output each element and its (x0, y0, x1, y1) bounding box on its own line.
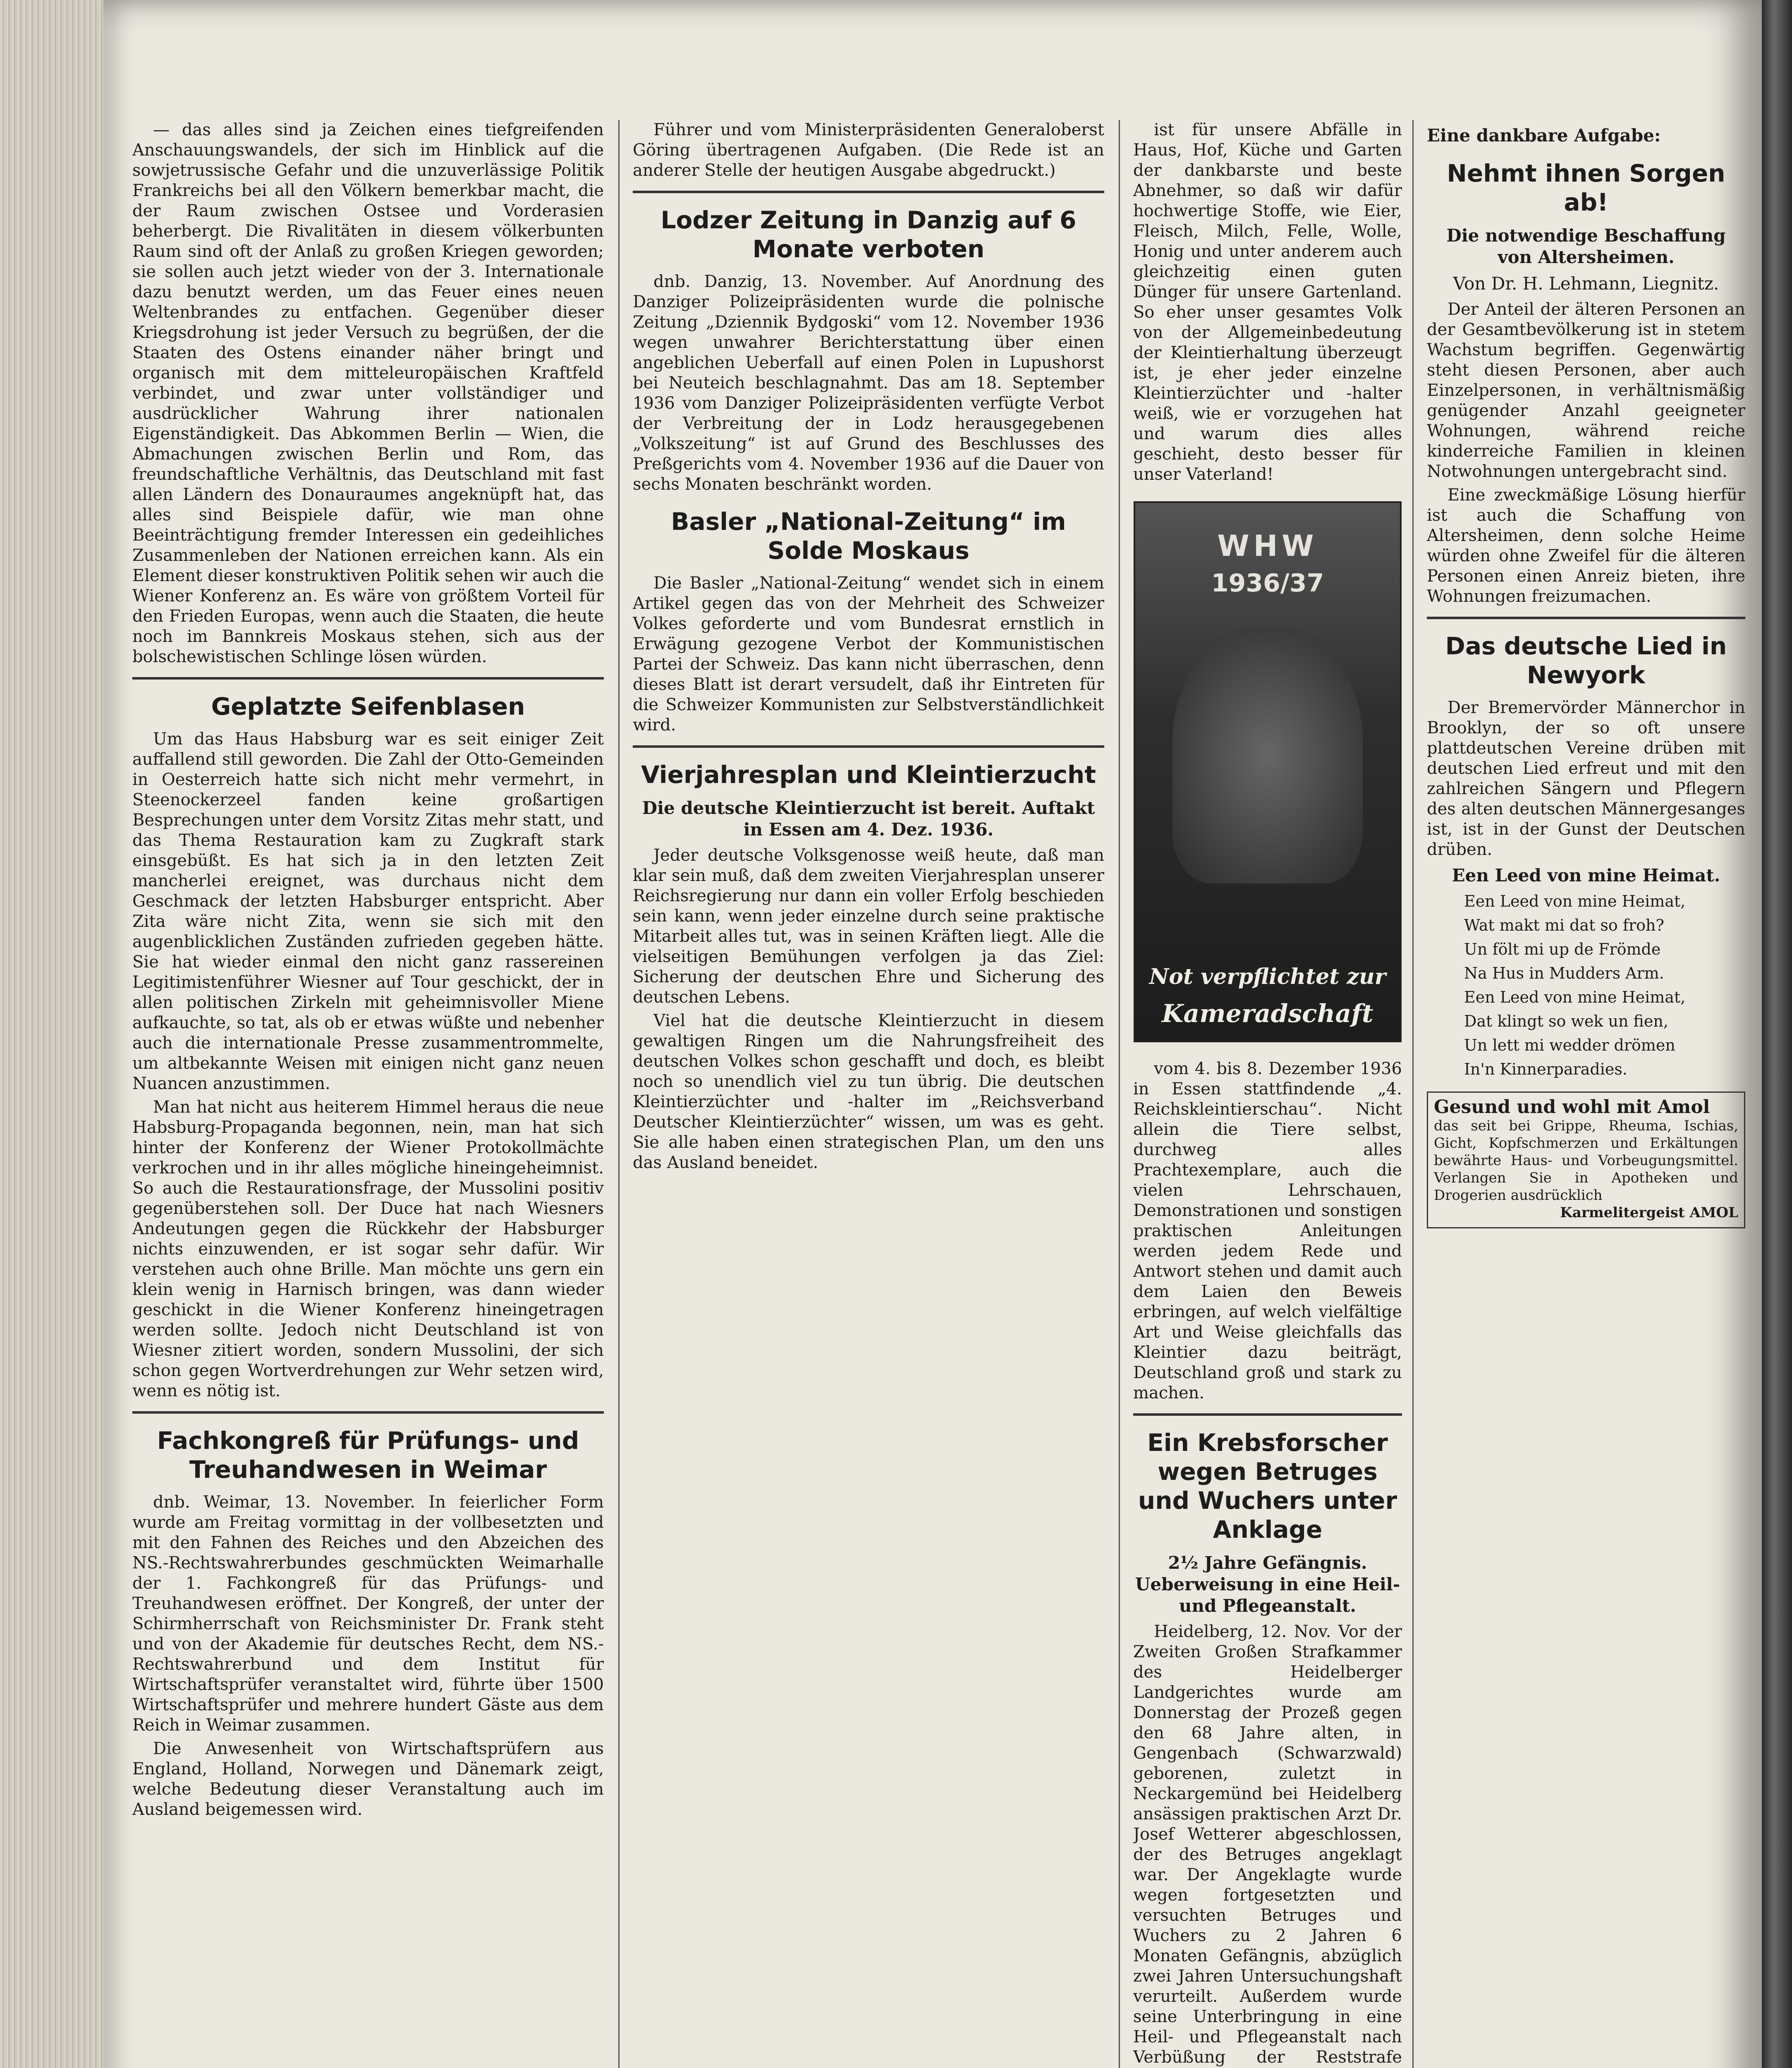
column-1 (132, 120, 604, 2068)
poem-line: Un lett mi wedder drömen (1464, 1036, 1675, 1054)
paragraph: Der Bremervörder Männerchor in Brooklyn, der so oft unsere plattdeutschen Vereine drüben mit deutschen Lied erfreut und mit den zahlreichen Sängern und Pflegern des alten deutschen Männergesanges ist, ist in der Gunst der Deutschen drüben. (1427, 698, 1745, 859)
paragraph: Die Anwesenheit von Wirtschaftsprüfern aus England, Holland, Norwegen und Dänemark zeigt, welche Bedeutung dieser Veranstaltung auch im Ausland beigemessen wird. (132, 1739, 604, 1819)
column-4 (1427, 120, 1745, 2068)
poster-title: WHW (1217, 529, 1318, 563)
subheadline: Die notwendige Beschaffung von Altersheimen. (1446, 225, 1726, 267)
byline: Von Dr. H. Lehmann, Liegnitz. (1453, 273, 1719, 294)
subheadline: 2½ Jahre Gefängnis. Ueberweisung in eine Heil- und Pflegeanstalt. (1135, 1553, 1400, 1616)
headline-basler-zeitung: Basler „National-Zeitung“ im Solde Moskaus (671, 507, 1066, 565)
paragraph: vom 4. bis 8. Dezember 1936 in Essen stattfindende „4. Reichskleintierschau“. Nicht allein die Tiere selbst, durchweg alles Prachtexemplare, auch die vielen Lehrschauen, Demonstrationen und sonstigen praktischen Anleitungen werden jedem Rede und Antwort stehen und damit auch dem Laien den Beweis erbringen, auf welch vielfältige Art und Weise gleichfalls das Kleintier dazu beiträgt, Deutschland groß und stark zu machen. (1133, 1059, 1402, 1403)
paragraph: Heidelberg, 12. Nov. Vor der Zweiten Großen Strafkammer des Heidelberger Landgerichtes wurde am Donnerstag der Prozeß gegen den 68 Jahre alten, in Gengenbach (Schwarzwald) geborenen, zuletzt in Neckargemünd bei Heidelberg ansässigen praktischen Arzt Dr. Josef Wetterer abgeschlossen, der des Betruges angeklagt war. Der Angeklagte wurde wegen fortgesetzten und versuchten Betruges und Wuchers zu 2 Jahren 6 Monaten Gefängnis, abzüglich zwei Jahren Untersuchungshaft verurteilt. Außerdem wurde seine Unterbringung in eine Heil- und Pflegeanstalt nach Verbüßung der Reststrafe (1133, 1622, 1402, 2067)
headline-fachkongress: Fachkongreß für Prüfungs- und Treuhandwesen in Weimar (157, 1427, 579, 1484)
paragraph: Die Basler „National-Zeitung“ wendet sich in einem Artikel gegen das von der Mehrheit des Schweizer Volkes geforderte und vom Bundesrat ernstlich in Erwägung gezogene Verbot der Kommunistischen Partei der Schweiz. Das kann nicht überraschen, denn dieses Blatt ist derart versudelt, daß ihr Eintreten für die Schweizer Kommunisten zur Selbstverständlichkeit wird. (633, 574, 1104, 735)
paragraph: dnb. Danzig, 13. November. Auf Anordnung des Danziger Polizeipräsidenten wurde die polnische Zeitung „Dziennik Bydgoski“ vom 12. November 1936 wegen unwahrer Berichterstattung über einen angeblichen Ueberfall auf einen Polen in Lupushorst bei Neuteich beschlagnahmt. Das am 18. September 1936 vom Danziger Polizeipräsidenten verfügte Verbot der Verbreitung der in Lodz herausgegebenen „Volkszeitung“ ist auf Grund des Beschlusses des Preßgerichts vom 4. November 1936 auf die Dauer von sechs Monaten beschränkt worden. (633, 272, 1104, 494)
poster-year: 1936/37 (1211, 569, 1324, 598)
poster-figure (1172, 627, 1363, 883)
poem-line: Dat klingt so wek un fien, (1464, 1012, 1668, 1030)
headline-vierjahresplan: Vierjahresplan und Kleintierzucht (641, 761, 1096, 789)
paragraph: Eine zweckmäßige Lösung hierfür ist auch die Schaffung von Altersheimen, denn solche Heime würden ohne Zweifel für die älteren Personen einen Anreiz bieten, ihre Wohnungen freizumachen. (1427, 486, 1745, 606)
divider (633, 745, 1104, 748)
paragraph: Jeder deutsche Volksgenosse weiß heute, daß man klar sein muß, daß dem zweiten Vierjahresplan unserer Reichsregierung nur dann ein voller Erfolg beschieden sein kann, wenn jeder einzelne durch seine praktische Mitarbeit alles tut, was in seinen Kräften liegt. Alle die vielseitigen Bemühungen verfolgen ja das Ziel: Sicherung der deutschen Ehre und Sicherung des deutschen Lebens. (633, 846, 1104, 1007)
page-stack-edge (0, 0, 103, 2068)
paragraph: Viel hat die deutsche Kleintierzucht in diesem gewaltigen Ringen um die Nahrungsfreiheit des deutschen Volkes schon geschafft und doch, es bleibt noch so unendlich viel zu tun übrig. Die deutschen Kleintierzüchter und -halter im „Reichsverband Deutscher Kleintierzüchter“ wissen, um was es geht. Sie alle haben einen strategischen Plan, um den uns das Ausland beneidet. (633, 1011, 1104, 1172)
divider (132, 1411, 604, 1414)
poem-line: In'n Kinnerparadies. (1464, 1060, 1627, 1078)
subheadline: Die deutsche Kleintierzucht ist bereit. Auftakt in Essen am 4. Dez. 1936. (642, 798, 1095, 840)
divider (1427, 617, 1745, 619)
book-spine (1762, 0, 1792, 2068)
intro-paragraph: Führer und vom Ministerpräsidenten Generaloberst Göring übertragenen Aufgaben. (Die Rede ist an anderer Stelle der heutigen Ausgabe abgedruckt.) (633, 120, 1104, 180)
poster-slogan-1: Not verpflichtet zur (1149, 964, 1386, 989)
divider (1133, 1413, 1402, 1416)
ad-text: das seit bei Grippe, Rheuma, Ischias, Gicht, Kopfschmerzen und Erkältungen bewährte Haus- und Vorbeugungsmittel. Verlangen Sie in Apotheken und Drogerien ausdrücklich (1434, 1118, 1738, 1204)
paragraph: Um das Haus Habsburg war es seit einiger Zeit auffallend still geworden. Die Zahl der Otto-Gemeinden in Oesterreich hatte sich nicht mehr vermehrt, in Steenockerzeel fanden keine großartigen Besprechungen unter dem Vorsitz Zitas mehr statt, und das Thema Restauration kam zu Zugkraft stark einsgebüßt. Es hat sich ja in den letzten Zeit mancherlei ereignet, was durchaus nicht dem Geschmack der letzten Habsburger entspricht. Aber Zita wäre nicht Zita, wenn sie sich mit den augenblicklichen Zuständen zufrieden gegeben hätte. Sie hat wieder einmal den nicht ganz rassereinen Legitimistenführer Wiesner auf Tour geschickt, der in allen politischen Zirkeln mit geheimnisvoller Miene aufkauchte, so tat, als ob er etwas wüßte und nebenher auch die internationale Presse zusammentrommelte, um altbekannte Weisen mit einigen nicht ganz neuen Nuancen anzustimmen. (132, 730, 604, 1093)
headline-krebsforscher: Ein Krebsforscher wegen Betruges und Wuchers unter Anklage (1138, 1429, 1397, 1544)
poem-line: Wat makt mi dat so froh? (1464, 916, 1664, 934)
intro-paragraph: — das alles sind ja Zeichen eines tiefgreifenden Anschauungswandels, der sich im Hinblick auf die sowjetrussische Gefahr und die unzuverlässige Politik Frankreichs bei all den Völkern bemerkbar macht, die der Raum zwischen Ostsee und Vorderasien beherbergt. Die Rivalitäten in diesem völkerbunten Raum sind oft der Anlaß zu großen Kriegen geworden; sie sollen auch jetzt wieder von der 3. Internationale dazu benutzt werden, um das Feuer eines neuen Weltenbrandes zu entfachen. Gegenüber dieser Kriegsdrohung ist jeder Versuch zu begrüßen, der die Staaten des Ostens einander näher bringt und organisch mit dem mitteleuropäischen Kraftfeld verbindet, und zwar unter vollständiger und ausdrücklicher Wahrung ihrer nationalen Eigenständigkeit. Das Abkommen Berlin — Wien, die Abmachungen zwischen Berlin und Rom, das freundschaftliche Verhältnis, das Deutschland mit fast allen Ländern des Donauraumes angeknüpft hat, das alles sind Beispiele dafür, wie man ohne Beeinträchtigung fremder Interessen ein gedeihliches Zusammenleben der Nationen erreichen kann. Als ein Element dieser konstruktiven Politik sehen wir auch die Wiener Konferenz an. Es wäre von größtem Vorteil für den Frieden Europas, wenn auch die Staaten, die heute noch im Bannkreis Moskaus stehen, sich aus der bolschewistischen Schlinge lösen würden. (132, 120, 604, 666)
poem-line: Een Leed von mine Heimat, (1464, 988, 1686, 1006)
column-3 (1133, 120, 1402, 2068)
ad-brand: Karmelitergeist AMOL (1560, 1204, 1738, 1221)
divider (633, 191, 1104, 193)
column-2 (633, 120, 1104, 2068)
intro-paragraph: ist für unsere Abfälle in Haus, Hof, Küche und Garten der dankbarste und beste Abnehmer, so daß wir dafür hochwertige Stoffe, wie Eier, Fleisch, Milch, Felle, Wolle, Honig und unter anderem auch gleichzeitig einen guten Dünger für unsere Gartenland. So eher unser gesamtes Volk von der Allgemeinbedeutung der Kleintierhaltung überzeugt ist, je eher jeder einzelne Kleintierzüchter und -halter weiß, wie er vorzugehen hat und warum dies alles geschieht, desto besser für unser Vaterland! (1133, 120, 1402, 484)
poem-line: Un fölt mi up de Frömde (1464, 940, 1661, 958)
paragraph: dnb. Weimar, 13. November. In feierlicher Form wurde am Freitag vormittag in der vollbesetzten und mit den Fahnen des Reiches und den Abzeichen des NS.-Rechtswahrerbundes geschmückten Weimarhalle der 1. Fachkongreß für das Prüfungs- und Treuhandwesen eröffnet. Der Kongreß, der unter der Schirmherrschaft von Reichsminister Dr. Frank steht und von der Akademie für deutsches Recht, dem NS.-Rechtswahrerbund und dem Institut für Wirtschaftsprüfer veranstaltet wird, führte über 1500 Wirtschaftsprüfer und mehrere hundert Gäste aus dem Reich in Weimar zusammen. (132, 1493, 604, 1735)
column-divider (1412, 120, 1414, 2068)
ad-headline: Gesund und wohl mit Amol (1434, 1096, 1710, 1118)
headline-sorgen: Nehmt ihnen Sorgen ab! (1447, 159, 1725, 216)
paragraph: Der Anteil der älteren Personen an der Gesamtbevölkerung ist in stetem Wachstum begriffen. Gegenwärtig steht diesen Personen, aber auch Einzelpersonen, in verhältnismäßig genügender Anzahl geeigneter Wohnungen, während reiche kinderreiche Familien in kleinen Notwohnungen untergebracht sind. (1427, 300, 1745, 481)
poem-line: Na Hus in Mudders Arm. (1464, 964, 1664, 982)
advertisement (1427, 1091, 1745, 1228)
poster-slogan-2: Kameradschaft (1162, 999, 1373, 1028)
whw-poster (1134, 501, 1402, 1042)
divider (132, 677, 604, 680)
headline-deutsche-lied: Das deutsche Lied in Newyork (1445, 632, 1727, 689)
paragraph: Man hat nicht aus heiterem Himmel heraus die neue Habsburg-Propaganda begonnen, nein, man hat sich hinter der Konferenz der Wiener Protokollmächte verkrochen und in ihr alles mögliche hineingeheimnist. So auch die Restaurationsfrage, der Mussolini positiv gegenüberstehen soll. Der Duce hat nach Wiesners Andeutungen gegen die Rückkehr der Habsburger nichts einzuwenden, er ist sogar sehr dafür. Wir verstehen auch ohne Brille. Man möchte uns gern ein klein wenig in Harnisch bringen, was dann wieder geschickt in die Wiener Konferenz hineingetragen werden sollte. Jedoch nicht Deutschland ist von Wiesner zitiert worden, sondern Mussolini, der sich schon gegen Wortverdrehungen zur Wehr setzen wird, wenn es nötig ist. (132, 1098, 604, 1400)
headline-lodzer-zeitung: Lodzer Zeitung in Danzig auf 6 Monate verboten (660, 206, 1077, 263)
poem-line: Een Leed von mine Heimat, (1464, 892, 1686, 910)
column-divider (618, 120, 620, 2068)
poem-title: Een Leed von mine Heimat. (1452, 865, 1720, 886)
headline-seifenblasen: Geplatzte Seifenblasen (211, 692, 525, 720)
column-divider (1119, 120, 1120, 2068)
kicker: Eine dankbare Aufgabe: (1427, 125, 1661, 146)
